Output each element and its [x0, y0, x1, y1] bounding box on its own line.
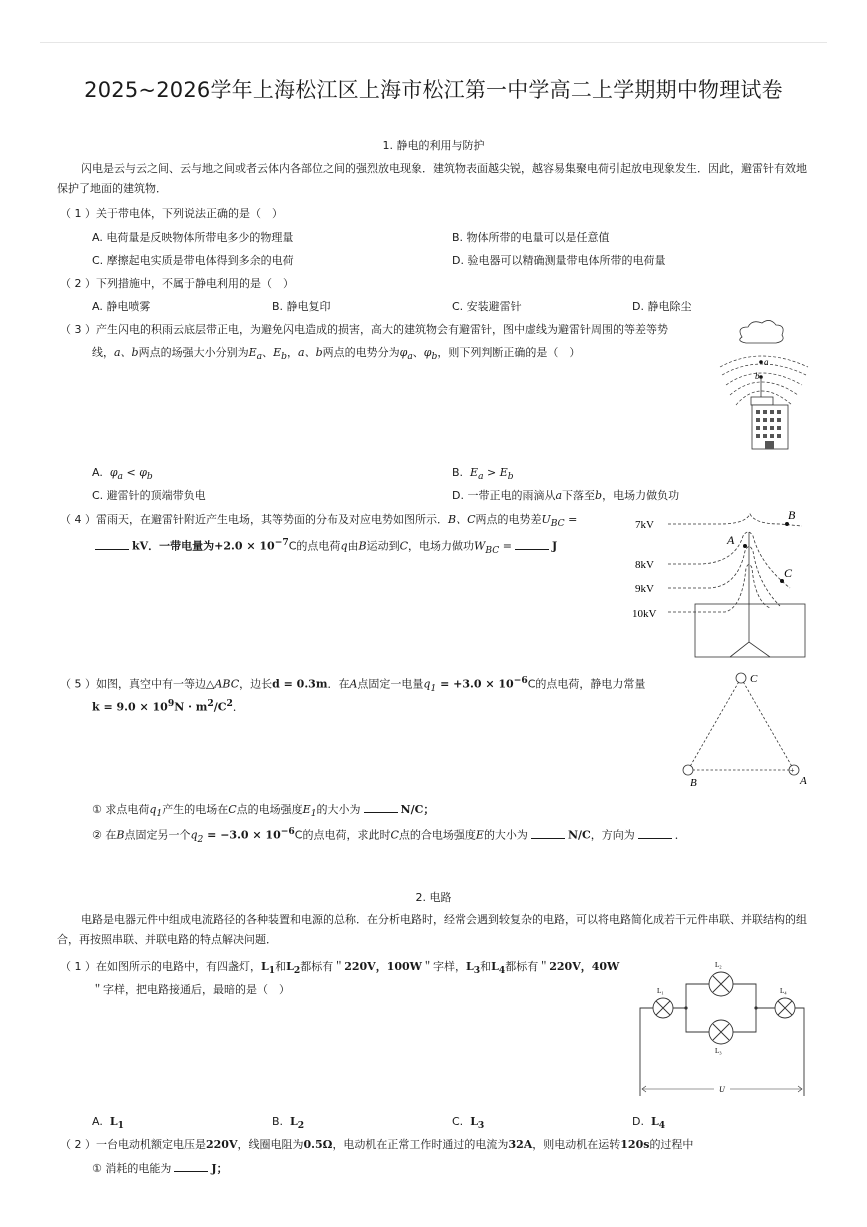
option-b[interactable]: B. 静电复印 [272, 300, 331, 313]
question-1-line2: ＂字样，把电路接通后，最暗的是（ ） [92, 983, 290, 996]
section-1-intro: 闪电是云与云之间、云与地之间或者云体内各部位之间的强烈放电现象．建筑物表面越尖锐，越容易集聚电荷引起放电现象发生．因此，避雷针有效地保护了地面的建筑物． [57, 162, 807, 195]
svg-text:C: C [750, 673, 758, 685]
header-rule [40, 42, 827, 43]
svg-text:L₁: L₁ [657, 987, 664, 995]
question-4-line2: kV．一带电量为$+2.0 \times 10^{-7}C$的点电荷q由B运动到C，电场力做功$W_{BC} = J$ [92, 536, 557, 558]
option-c[interactable]: C. 摩擦起电实质是带电体得到多余的电荷 [92, 254, 294, 267]
answer-blank[interactable] [531, 828, 565, 839]
question-5: （ 5 ）如图，真空中有一等边△ABC，边长d = 0.3m．在A点固定一电量$q_1 = +3.0 \times 10^{-6}C$的点电荷，静电力常量 [60, 675, 646, 694]
option-c[interactable]: C. $L_3$ [452, 1115, 485, 1132]
svg-text:L₃: L₃ [715, 1047, 722, 1055]
option-a[interactable]: A. 静电喷雾 [92, 300, 151, 313]
equipotential-figure [630, 506, 812, 661]
question-number: （ 1 ）关于带电体，下列说法正确的是（ ） [60, 207, 283, 220]
option-b[interactable]: B. $E_a > E_b$ [452, 466, 514, 483]
question-5-line2: $k = 9.0 \times 10^9N \cdot m^2/C^2$． [92, 698, 244, 714]
question-4: （ 4 ）雷雨天，在避雷针附近产生电场，其等势面的分布及对应电势如图所示．B、C两点的电势差$U_{BC}$ = [60, 513, 578, 530]
question-2: （ 2 ）一台电动机额定电压是220V，线圈电阻为0.5Ω，电动机在正常工作时通过的电流为32A，则电动机在运转120s的过程中 [60, 1138, 694, 1151]
sub-question-2: ② 在B点固定另一个$q_2 = -3.0 \times 10^{-6}C$的点电荷，求此时C点的合电场强度E的大小为 N/C，方向为 ． [92, 826, 686, 845]
svg-text:b: b [755, 371, 760, 381]
option-c[interactable]: C. 避雷针的顶端带负电 [92, 489, 206, 502]
question-1: （ 1 ）在如图所示的电路中，有四盏灯，$L_1$和$L_2$都标有＂220V，100W＂字样，$L_3$和$L_4$都标有＂220V，40W [60, 960, 620, 977]
svg-text:B: B [690, 777, 697, 789]
option-b[interactable]: B. $L_2$ [272, 1115, 305, 1132]
answer-blank[interactable] [95, 539, 129, 550]
option-a[interactable]: A. $L_1$ [92, 1115, 124, 1132]
svg-text:L₄: L₄ [780, 987, 787, 995]
answer-blank[interactable] [638, 828, 672, 839]
option-d[interactable]: D. 静电除尘 [632, 300, 692, 313]
option-a[interactable]: A. $\varphi_a < \varphi_b$ [92, 466, 153, 483]
sub-question-1: ① 求点电荷$q_1$产生的电场在C点的电场强度$E_1$的大小为 N/C； [92, 803, 435, 820]
page-title: 2025~2026学年上海松江区上海市松江第一中学高二上学期期中物理试卷 [84, 78, 783, 102]
svg-text:A: A [800, 775, 807, 787]
question-3: （ 3 ）产生闪电的积雨云底层带正电，为避免闪电造成的损害，高大的建筑物会有避雷针，图中虚线为避雷针周围的等差等势 [60, 323, 668, 336]
svg-text:A: A [727, 533, 735, 547]
svg-text:10kV: 10kV [632, 608, 657, 620]
svg-text:+: + [790, 766, 795, 775]
cloud-icon [740, 320, 783, 343]
svg-text:U: U [719, 1085, 725, 1094]
svg-text:a: a [764, 357, 769, 367]
triangle-figure [676, 668, 816, 792]
option-d[interactable]: D. $L_4$ [632, 1115, 666, 1132]
svg-text:C: C [784, 566, 793, 580]
sub-question-1: ① 消耗的电能为 J； [92, 1162, 228, 1175]
answer-blank[interactable] [364, 802, 398, 813]
answer-blank[interactable] [515, 539, 549, 550]
svg-text:9kV: 9kV [635, 583, 654, 595]
svg-text:8kV: 8kV [635, 559, 654, 571]
option-c[interactable]: C. 安装避雷针 [452, 300, 522, 313]
option-a[interactable]: A. 电荷量是反映物体所带电多少的物理量 [92, 231, 294, 244]
circuit-figure [632, 955, 812, 1100]
option-d[interactable]: D. 一带正电的雨滴从a下落至b，电场力做负功 [452, 489, 680, 502]
svg-text:L₂: L₂ [715, 961, 722, 969]
answer-blank[interactable] [174, 1161, 208, 1172]
option-b[interactable]: B. 物体所带的电量可以是任意值 [452, 231, 610, 244]
lightning-rod-figure [712, 315, 817, 455]
svg-text:7kV: 7kV [635, 519, 654, 531]
section-2-intro: 电路是电器元件中组成电流路径的各种装置和电源的总称．在分析电路时，经常会遇到较复杂的电路，可以将电路简化成若干元件串联、并联结构的组合，再按照串联、并联电路的特点解决问题． [57, 913, 807, 946]
question-2: （ 2 ）下列措施中，不属于静电利用的是（ ） [60, 277, 294, 290]
question-3-line2: 线，a、b两点的场强大小分别为$E_a$、$E_b$，a、b两点的电势分为$\varphi_a$、$\varphi_b$，则下列判断正确的是（ ） [92, 346, 581, 363]
section-2-heading: 2. 电路 [415, 891, 452, 904]
option-d[interactable]: D. 验电器可以精确测量带电体所带的电荷量 [452, 254, 666, 267]
section-1-heading: 1. 静电的利用与防护 [382, 139, 485, 152]
svg-text:B: B [788, 508, 796, 522]
question-stem: 关于带电体，下列说法正确的是（ ） [96, 207, 283, 220]
